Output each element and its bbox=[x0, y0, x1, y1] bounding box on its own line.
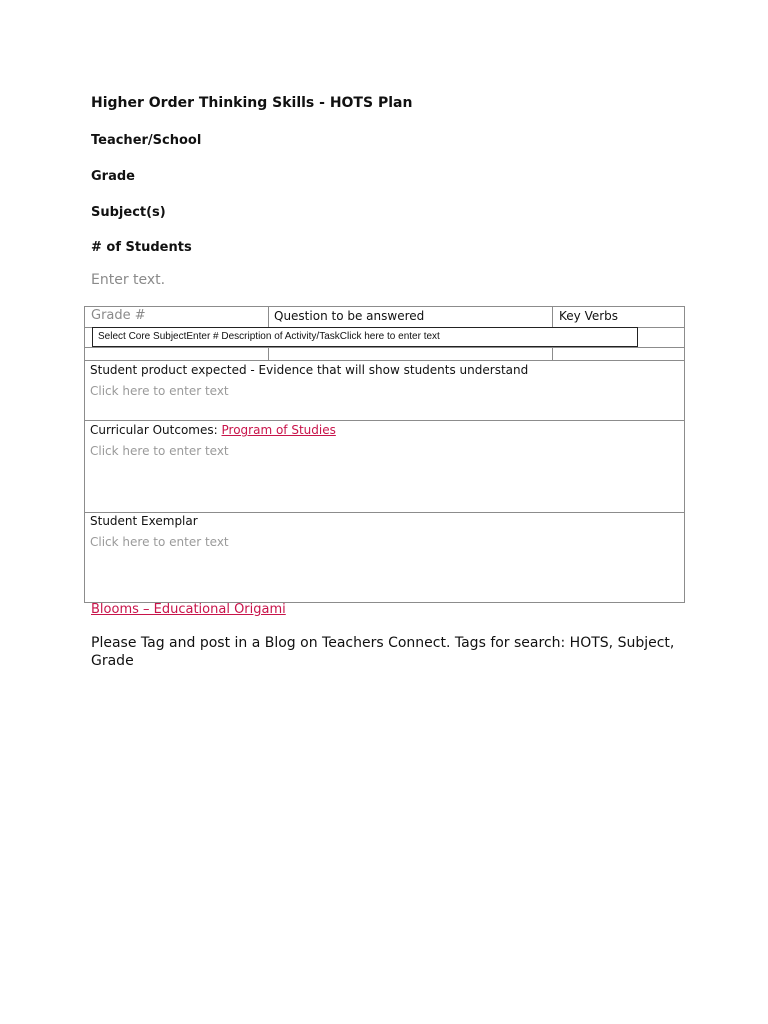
curricular-outcomes-input[interactable]: Click here to enter text bbox=[90, 444, 229, 458]
question-header: Question to be answered bbox=[274, 309, 425, 323]
hots-plan-table bbox=[84, 306, 685, 603]
student-product-input[interactable]: Click here to enter text bbox=[90, 384, 229, 398]
grade-number-cell[interactable]: Grade # bbox=[91, 308, 146, 323]
num-students-label: # of Students bbox=[91, 240, 192, 255]
row-divider bbox=[85, 360, 684, 361]
student-exemplar-input[interactable]: Click here to enter text bbox=[90, 535, 229, 549]
document-title: Higher Order Thinking Skills - HOTS Plan bbox=[91, 95, 413, 111]
tag-and-post-note: Please Tag and post in a Blog on Teachers Connect. Tags for search: HOTS, Subject, Grade bbox=[91, 635, 675, 669]
row-divider bbox=[85, 512, 684, 513]
grade-label: Grade bbox=[91, 169, 135, 184]
row-divider bbox=[85, 347, 684, 348]
enter-text-field[interactable]: Enter text. bbox=[91, 272, 166, 288]
core-subject-select[interactable]: Select Core SubjectEnter # Description of Activity/TaskClick here to enter text bbox=[92, 327, 638, 347]
student-product-label: Student product expected - Evidence that will show students understand bbox=[90, 363, 529, 377]
program-of-studies-link[interactable]: Program of Studies bbox=[221, 423, 336, 437]
teacher-school-label: Teacher/School bbox=[91, 133, 202, 148]
blooms-educational-origami-link[interactable]: Blooms – Educational Origami bbox=[91, 602, 286, 617]
row-divider bbox=[85, 420, 684, 421]
curricular-outcomes-label bbox=[90, 423, 336, 437]
key-verbs-header: Key Verbs bbox=[559, 309, 619, 323]
curricular-outcomes-text: Curricular Outcomes: bbox=[90, 423, 222, 437]
subjects-label: Subject(s) bbox=[91, 205, 166, 220]
student-exemplar-label: Student Exemplar bbox=[90, 514, 198, 528]
